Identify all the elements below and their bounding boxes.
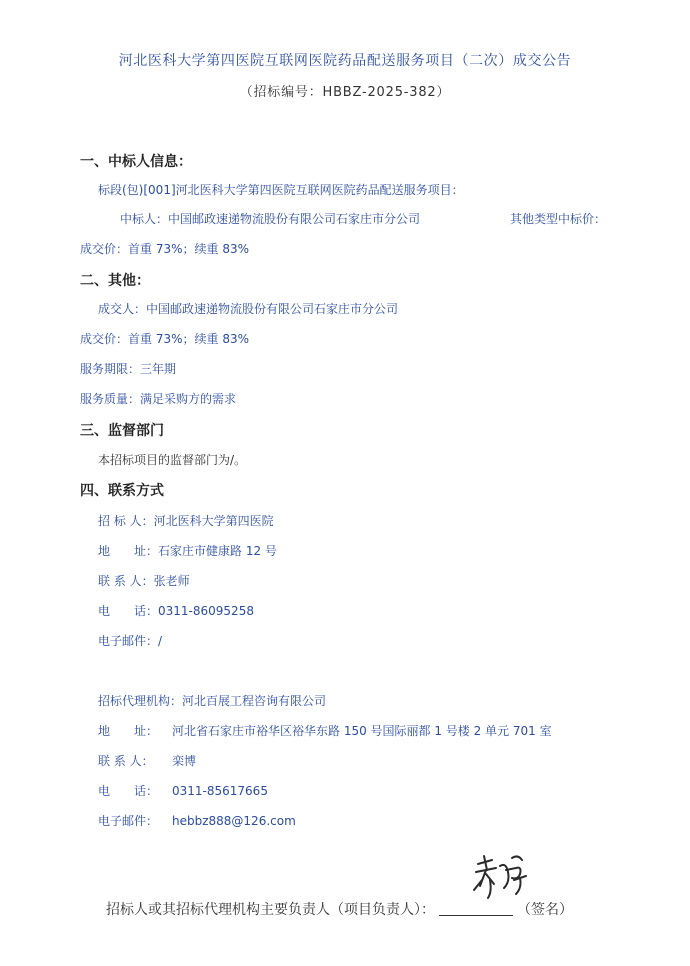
signature-suffix: （签名）	[517, 902, 573, 918]
tenderer-contact-line	[98, 572, 190, 589]
tenderer-address: 石家庄市健康路 12 号	[158, 544, 277, 558]
deal-line	[98, 300, 398, 317]
winner-name: 中国邮政速递物流股份有限公司石家庄市分公司	[168, 212, 421, 226]
agency-contact-line	[98, 752, 196, 769]
quality-line	[80, 390, 236, 407]
tenderer-contact-label: 联 系 人：	[98, 574, 154, 588]
tenderer-name-line	[98, 512, 274, 529]
period-label: 服务期限：	[80, 362, 141, 376]
agency-contact: 栾博	[172, 754, 197, 768]
price-line-2	[80, 330, 249, 347]
signature-line	[106, 899, 573, 919]
tenderer-email-label: 电子邮件：	[98, 634, 159, 648]
signature-blank[interactable]	[439, 903, 513, 916]
winner-line	[120, 210, 420, 227]
tenderer-contact: 张老师	[153, 574, 190, 588]
handwritten-signature	[470, 850, 540, 902]
price-label-2: 成交价：	[80, 332, 129, 346]
tenderer-address-label: 地 址：	[98, 544, 159, 558]
agency-phone-label: 电 话：	[98, 784, 159, 798]
agency-email-label: 电子邮件：	[98, 814, 159, 828]
section2-heading: 二、其他：	[80, 273, 150, 289]
price-value-2: 首重 73%；续重 83%	[128, 332, 249, 346]
section4-heading: 四、联系方式	[80, 483, 164, 499]
agency-name-label: 招标代理机构：	[98, 694, 183, 708]
agency-name-line	[98, 692, 326, 709]
agency-address-label: 地 址：	[98, 724, 159, 738]
tenderer-address-line	[98, 542, 277, 559]
agency-address: 河北省石家庄市裕华区裕华东路 150 号国际丽都 1 号楼 2 单元 701 室	[172, 724, 552, 738]
agency-email: hebbz888@126.com	[172, 814, 296, 828]
period-line	[80, 360, 176, 377]
price-value-1: 首重 73%；续重 83%	[128, 242, 249, 256]
agency-name: 河北百展工程咨询有限公司	[182, 694, 327, 708]
tenderer-phone-line	[98, 602, 254, 619]
period-value: 三年期	[140, 362, 177, 376]
winner-label: 中标人：	[120, 212, 169, 226]
tenderer-email: /	[158, 634, 163, 648]
price-label-1: 成交价：	[80, 242, 129, 256]
tenderer-phone-label: 电 话：	[98, 604, 159, 618]
agency-email-line	[98, 812, 296, 829]
tenderer-email-line	[98, 632, 162, 649]
page-title: 河北医科大学第四医院互联网医院药品配送服务项目（二次）成交公告	[118, 53, 572, 69]
tenderer-phone: 0311-86095258	[158, 604, 254, 618]
signature-label: 招标人或其招标代理机构主要负责人（项目负责人）：	[106, 902, 435, 918]
price-line-1	[80, 240, 249, 257]
supervision-text: 本招标项目的监督部门为/。	[98, 453, 247, 467]
section1-heading: 一、中标人信息：	[80, 154, 192, 170]
tenderer-name-label: 招 标 人：	[98, 514, 154, 528]
agency-phone-line	[98, 782, 268, 799]
quality-value: 满足采购方的需求	[140, 392, 237, 406]
bid-number: （招标编号：HBBZ-2025-382）	[239, 85, 451, 100]
tenderer-name: 河北医科大学第四医院	[153, 514, 274, 528]
deal-party: 中国邮政速递物流股份有限公司石家庄市分公司	[146, 302, 399, 316]
quality-label: 服务质量：	[80, 392, 141, 406]
section3-heading: 三、监督部门	[80, 423, 164, 439]
lot-line: 标段(包)[001]河北医科大学第四医院互联网医院药品配送服务项目：	[98, 183, 464, 197]
deal-label: 成交人：	[98, 302, 147, 316]
agency-phone: 0311-85617665	[172, 784, 268, 798]
agency-address-line	[98, 722, 552, 739]
other-price-label: 其他类型中标价：	[510, 212, 607, 226]
agency-contact-label: 联 系 人：	[98, 754, 154, 768]
